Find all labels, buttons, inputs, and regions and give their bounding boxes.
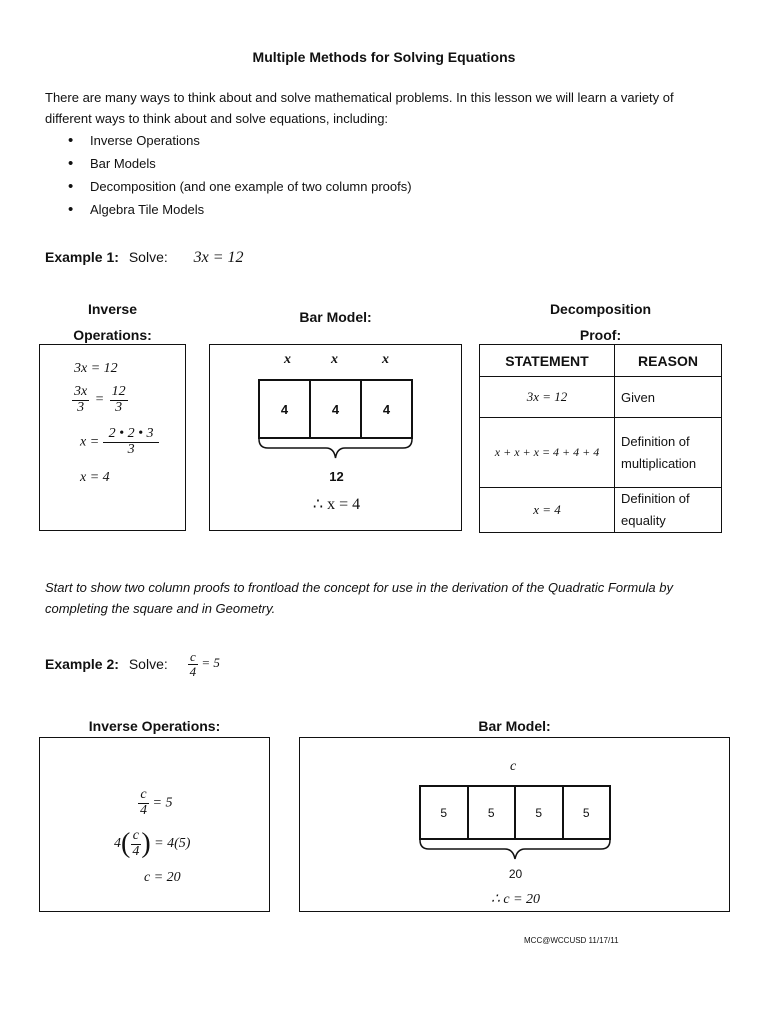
proof-statement: 3x = 12 [480, 377, 615, 418]
inverse-operations-box-2 [39, 737, 270, 912]
footer: MCC@WCCUSD 11/17/11 [524, 936, 619, 945]
inverse-heading-2: Inverse Operations: [88, 718, 221, 734]
inverse-step-3: c = 20 [144, 870, 181, 885]
bar-heading-2: Bar Model: [478, 718, 551, 734]
bar-top-label: x [284, 352, 291, 367]
inverse-step-3: x = $\frac{2 • 2 • 3}{3}$ [80, 427, 159, 457]
proof-reason: Given [615, 377, 722, 418]
bar-cell: 5 [421, 787, 469, 838]
inverse-step-2: $\frac{3x}{3}$ = $\frac{12}{3}$ [74, 384, 126, 415]
proof-reason: Definition of multiplication [615, 418, 722, 488]
inverse-heading-line1: Inverse [87, 301, 138, 317]
bar-heading-1: Bar Model: [299, 309, 372, 325]
bar-total: 20 [508, 867, 523, 881]
intro-line-2: different ways to think about and solve equations, including: [45, 111, 389, 126]
bar-top-label: x [331, 352, 338, 367]
bar-conclusion: ∴ x = 4 [312, 496, 361, 513]
bar-model-2 [419, 785, 611, 840]
inverse-step-1: 3x = 12 [74, 361, 118, 376]
bar-top-label: x [382, 352, 389, 367]
example-1-solve: Solve: [128, 249, 168, 265]
inverse-step-1: $\frac{c}{4}$ = 5 [140, 787, 173, 818]
proof-header-reason: REASON [615, 345, 722, 377]
table-row [480, 488, 722, 533]
page-title: Multiple Methods for Solving Equations [252, 49, 516, 65]
bar-top-label: c [510, 759, 517, 774]
example-1-label: Example 1: [45, 249, 119, 265]
example-2-equation: $\frac{c}{4}$ = 5 [189, 649, 220, 679]
example-2-header [45, 650, 220, 678]
example-1-header [45, 249, 244, 267]
bar-model-1 [258, 379, 413, 439]
methods-list [68, 131, 412, 223]
note-line-1: Start to show two column proofs to frontload the concept for use in the derivation of the Quadratic Formula by [45, 580, 673, 595]
proof-table [479, 344, 722, 533]
inverse-step-4: x = 4 [80, 470, 110, 485]
table-row [480, 418, 722, 488]
decomp-heading-line1: Decomposition [549, 301, 652, 317]
list-item: • Decomposition (and one example of two column proofs) [68, 177, 412, 200]
list-item: • Bar Models [68, 154, 412, 177]
bar-conclusion: ∴ c = 20 [490, 892, 541, 907]
decomp-heading-line2: Proof: [579, 327, 622, 343]
brace-icon [258, 439, 413, 461]
bar-total: 12 [329, 469, 344, 484]
bar-cell: 4 [260, 381, 311, 437]
proof-header-statement: STATEMENT [480, 345, 615, 377]
bar-cell: 4 [311, 381, 362, 437]
bar-model-box-1 [209, 344, 462, 531]
bar-model-box-2 [299, 737, 730, 912]
table-row [480, 345, 722, 377]
decomp-heading [479, 296, 722, 348]
example-2-label: Example 2: [45, 656, 119, 673]
list-item: • Inverse Operations [68, 131, 412, 154]
table-row [480, 377, 722, 418]
inverse-heading-line2: Operations: [73, 327, 152, 343]
brace-icon [419, 840, 611, 862]
intro-line-1: There are many ways to think about and solve mathematical problems. In this lesson we will learn a variety of [45, 90, 674, 105]
inverse-step-2: 4( $\frac{c}{4}$ ) = 4(5) [114, 827, 191, 859]
proof-statement: x + x + x = 4 + 4 + 4 [480, 418, 615, 488]
example-1-equation: 3x = 12 [193, 249, 244, 266]
bar-cell: 5 [516, 787, 564, 838]
proof-reason: Definition of equality [615, 488, 722, 533]
inverse-heading-1 [40, 296, 185, 348]
list-item: • Algebra Tile Models [68, 200, 412, 223]
inverse-operations-box-1 [39, 344, 186, 531]
bar-cell: 5 [582, 805, 590, 820]
proof-statement: x = 4 [480, 488, 615, 533]
bar-cell: 4 [382, 401, 391, 417]
note-line-2: completing the square and in Geometry. [45, 601, 276, 616]
example-2-solve: Solve: [128, 656, 168, 673]
bar-cell: 5 [469, 787, 517, 838]
